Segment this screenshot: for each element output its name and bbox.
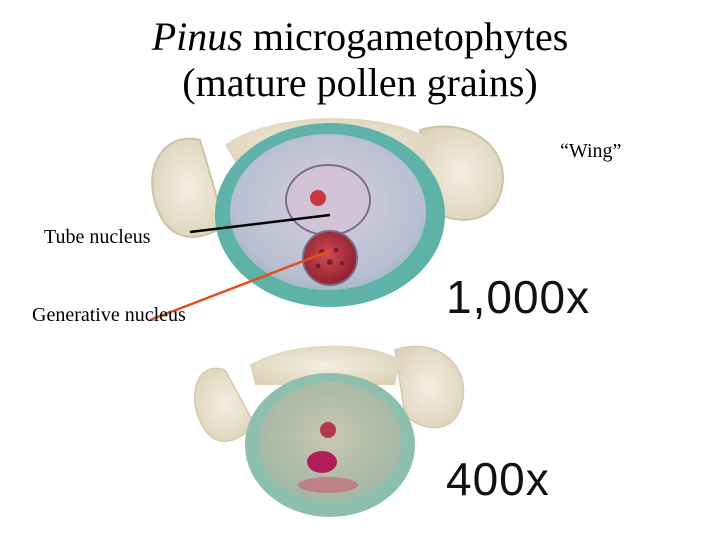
title-line-1-rest: microgametophytes	[242, 14, 569, 59]
generative-nucleus-label: Generative nucleus	[32, 304, 186, 326]
magnification-400x: 400x	[446, 453, 550, 505]
generative-nucleus-small	[307, 451, 337, 473]
tube-nucleus-small	[320, 422, 336, 438]
title-line-2: (mature pollen grains)	[182, 60, 538, 105]
wing-left	[152, 139, 225, 237]
pollen-grain-400x	[195, 346, 464, 517]
title-genus: Pinus	[151, 14, 243, 59]
tube-nucleus-dot	[310, 190, 326, 206]
base-stain-small	[298, 477, 358, 493]
wing-label: “Wing”	[560, 140, 622, 162]
tube-nucleus-label: Tube nucleus	[44, 226, 151, 248]
magnification-1000x: 1,000x	[446, 271, 591, 323]
tube-cell-outline	[286, 165, 370, 235]
wing-left-small	[195, 368, 255, 441]
